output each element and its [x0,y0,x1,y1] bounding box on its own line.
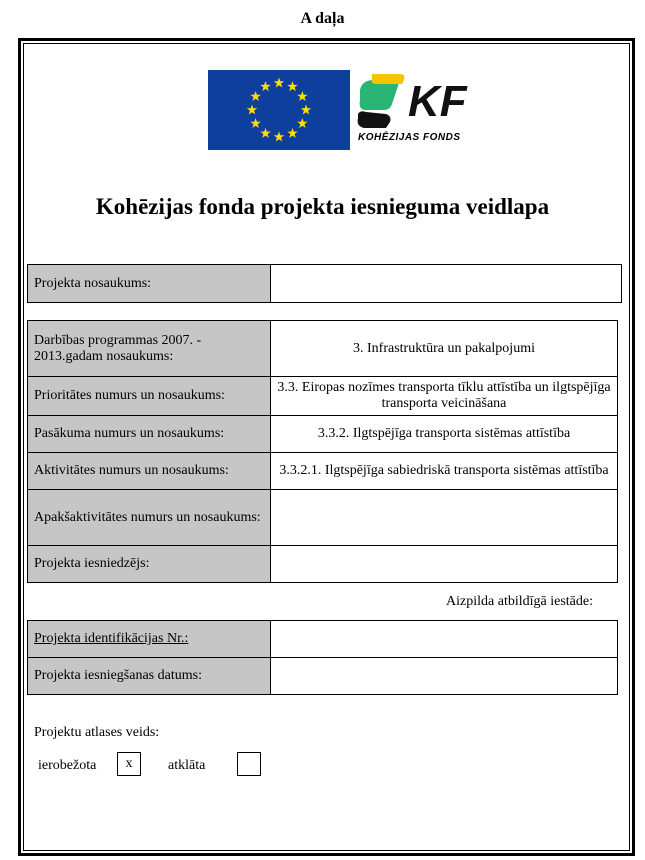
project-name-field[interactable] [271,265,622,303]
measure-value[interactable]: 3.3.2. Ilgtspējīga transporta sistēmas attīstība [271,416,618,453]
form-title: Kohēzijas fonda projekta iesnieguma veidlapa [95,194,550,219]
applicant-label: Projekta iesniedzējs: [28,546,271,583]
project-id-label: Projekta identifikācijas Nr.: [28,621,271,658]
table-row [28,621,618,658]
activity-label: Aktivitātes numurs un nosaukums: [28,453,271,490]
table-row [28,416,618,453]
table-row [28,490,618,546]
part-title: A daļa [300,10,345,27]
project-name-label: Projekta nosaukums: [28,265,271,303]
table-row [28,546,618,583]
table-row [28,658,618,695]
project-id-field[interactable] [271,621,618,658]
program-value[interactable]: 3. Infrastruktūra un pakalpojumi [271,321,618,377]
program-label: Darbības programmas 2007. - 2013.gadam nosaukums: [28,321,271,377]
kf-logo-text: KF [408,77,467,126]
table-row [28,377,618,416]
submission-date-field[interactable] [271,658,618,695]
project-name-table [27,264,622,303]
option-open-checkbox[interactable] [237,752,261,776]
table-row [28,265,622,303]
table-row [28,453,618,490]
subactivity-label: Apakšaktivitātes numurs un nosaukums: [28,490,271,546]
authority-table [27,620,618,695]
selection-type-label: Projektu atlases veids: [34,725,160,740]
option-restricted-checkbox[interactable]: x [117,752,141,776]
priority-value[interactable]: 3.3. Eiropas nozīmes transporta tīklu attīstība un ilgtspējīga transporta veicināšana [271,377,618,416]
eu-flag-icon [208,70,350,150]
applicant-value[interactable] [271,546,618,583]
program-info-table [27,320,618,583]
activity-value[interactable]: 3.3.2.1. Ilgtspējīga sabiedriskā transporta sistēmas attīstība [271,453,618,490]
fill-note: Aizpilda atbildīgā iestāde: [446,594,593,609]
option-restricted-label: ierobežota [38,758,97,773]
kf-caption: KOHĒZIJAS FONDS [358,132,461,143]
measure-label: Pasākuma numurs un nosaukums: [28,416,271,453]
priority-label: Prioritātes numurs un nosaukums: [28,377,271,416]
table-row [28,321,618,377]
option-open-label: atklāta [168,758,206,773]
subactivity-value[interactable] [271,490,618,546]
submission-date-label: Projekta iesniegšanas datums: [28,658,271,695]
